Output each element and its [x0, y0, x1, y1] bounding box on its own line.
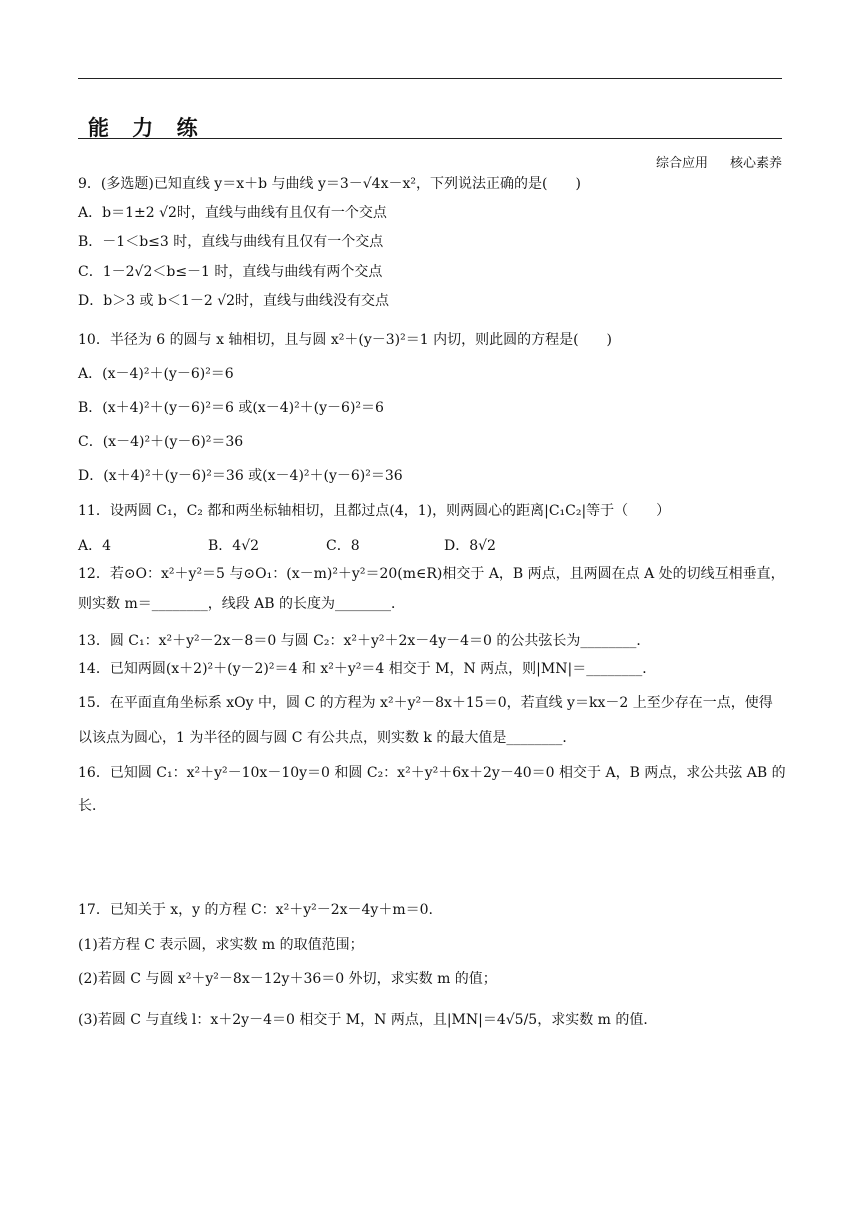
q12-stem-line1: 12．若⊙O：x²＋y²＝5 与⊙O₁：(x－m)²＋y²＝20(m∈R)相交于 A，B 两点，且两圆在点 A 处的切线互相垂直，: [78, 566, 785, 582]
q15-stem-line1: 15．在平面直角坐标系 xOy 中，圆 C 的方程为 x²＋y²－8x＋15＝0，若直线 y＝kx－2 上至少存在一点，使得: [78, 695, 773, 711]
q9-stem: 9．(多选题)已知直线 y＝x＋b 与曲线 y＝3－√4x－x²，下列说法正确的是( ): [78, 176, 581, 192]
q17-part3: (3)若圆 C 与直线 l：x＋2y－4＝0 相交于 M，N 两点，且|MN|＝4√5/5，求实数 m 的值．: [78, 1012, 658, 1028]
q11-option-a: A．4: [78, 538, 112, 554]
q9-option-c: C．1－2√2＜b≤－1 时，直线与曲线有两个交点: [78, 264, 383, 280]
q11-option-c: C．8: [326, 538, 360, 554]
q13-stem: 13．圆 C₁：x²＋y²－2x－8＝0 与圆 C₂：x²＋y²＋2x－4y－4＝0 的公共弦长为________．: [78, 633, 651, 649]
q11-option-d: D．8√2: [444, 538, 496, 554]
q11-stem: 11．设两圆 C₁，C₂ 都和两坐标轴相切，且都过点(4，1)，则两圆心的距离|C₁C₂|等于（ ）: [78, 503, 671, 519]
q14-stem: 14．已知两圆(x＋2)²＋(y－2)²＝4 和 x²＋y²＝4 相交于 M，N 两点，则|MN|＝________．: [78, 661, 657, 677]
q9-option-d: D．b＞3 或 b＜1－2 √2时，直线与曲线没有交点: [78, 293, 390, 309]
q10-option-b: B．(x＋4)²＋(y－6)²＝6 或(x－4)²＋(y－6)²＝6: [78, 400, 384, 416]
q10-option-c: C．(x－4)²＋(y－6)²＝36: [78, 434, 244, 450]
q16-stem-line2: 长．: [78, 798, 106, 814]
q10-stem: 10．半径为 6 的圆与 x 轴相切，且与圆 x²＋(y－3)²＝1 内切，则此圆的方程是( ): [78, 332, 613, 348]
q16-stem-line1: 16．已知圆 C₁：x²＋y²－10x－10y＝0 和圆 C₂：x²＋y²＋6x＋2y－40＝0 相交于 A，B 两点，求公共弦 AB 的: [78, 765, 786, 781]
q11-options: [78, 537, 496, 555]
section-title: 能 力 练: [88, 116, 206, 140]
q9-option-a: A．b＝1±2 √2时，直线与曲线有且仅有一个交点: [78, 205, 387, 221]
q17-stem: 17．已知关于 x，y 的方程 C：x²＋y²－2x－4y＋m＝0.: [78, 902, 433, 918]
q11-option-b: B．4√2: [208, 538, 260, 554]
tag-core: 核心素养: [729, 156, 782, 171]
q17-part1: (1)若方程 C 表示圆，求实数 m 的取值范围；: [78, 937, 364, 953]
q10-option-d: D．(x＋4)²＋(y－6)²＝36 或(x－4)²＋(y－6)²＝36: [78, 468, 403, 484]
section-rule: [78, 138, 782, 139]
q15-stem-line2: 以该点为圆心，1 为半径的圆与圆 C 有公共点，则实数 k 的最大值是________．: [78, 730, 577, 746]
q12-stem-line2: 则实数 m＝________，线段 AB 的长度为________．: [78, 596, 406, 612]
header-rule: [78, 78, 782, 79]
section-tags: [656, 152, 782, 171]
tag-comprehensive: 综合应用: [655, 156, 708, 171]
q9-option-b: B．－1＜b≤3 时，直线与曲线有且仅有一个交点: [78, 234, 384, 250]
q17-part2: (2)若圆 C 与圆 x²＋y²－8x－12y＋36＝0 外切，求实数 m 的值；: [78, 971, 497, 987]
q10-option-a: A．(x－4)²＋(y－6)²＝6: [78, 366, 234, 382]
